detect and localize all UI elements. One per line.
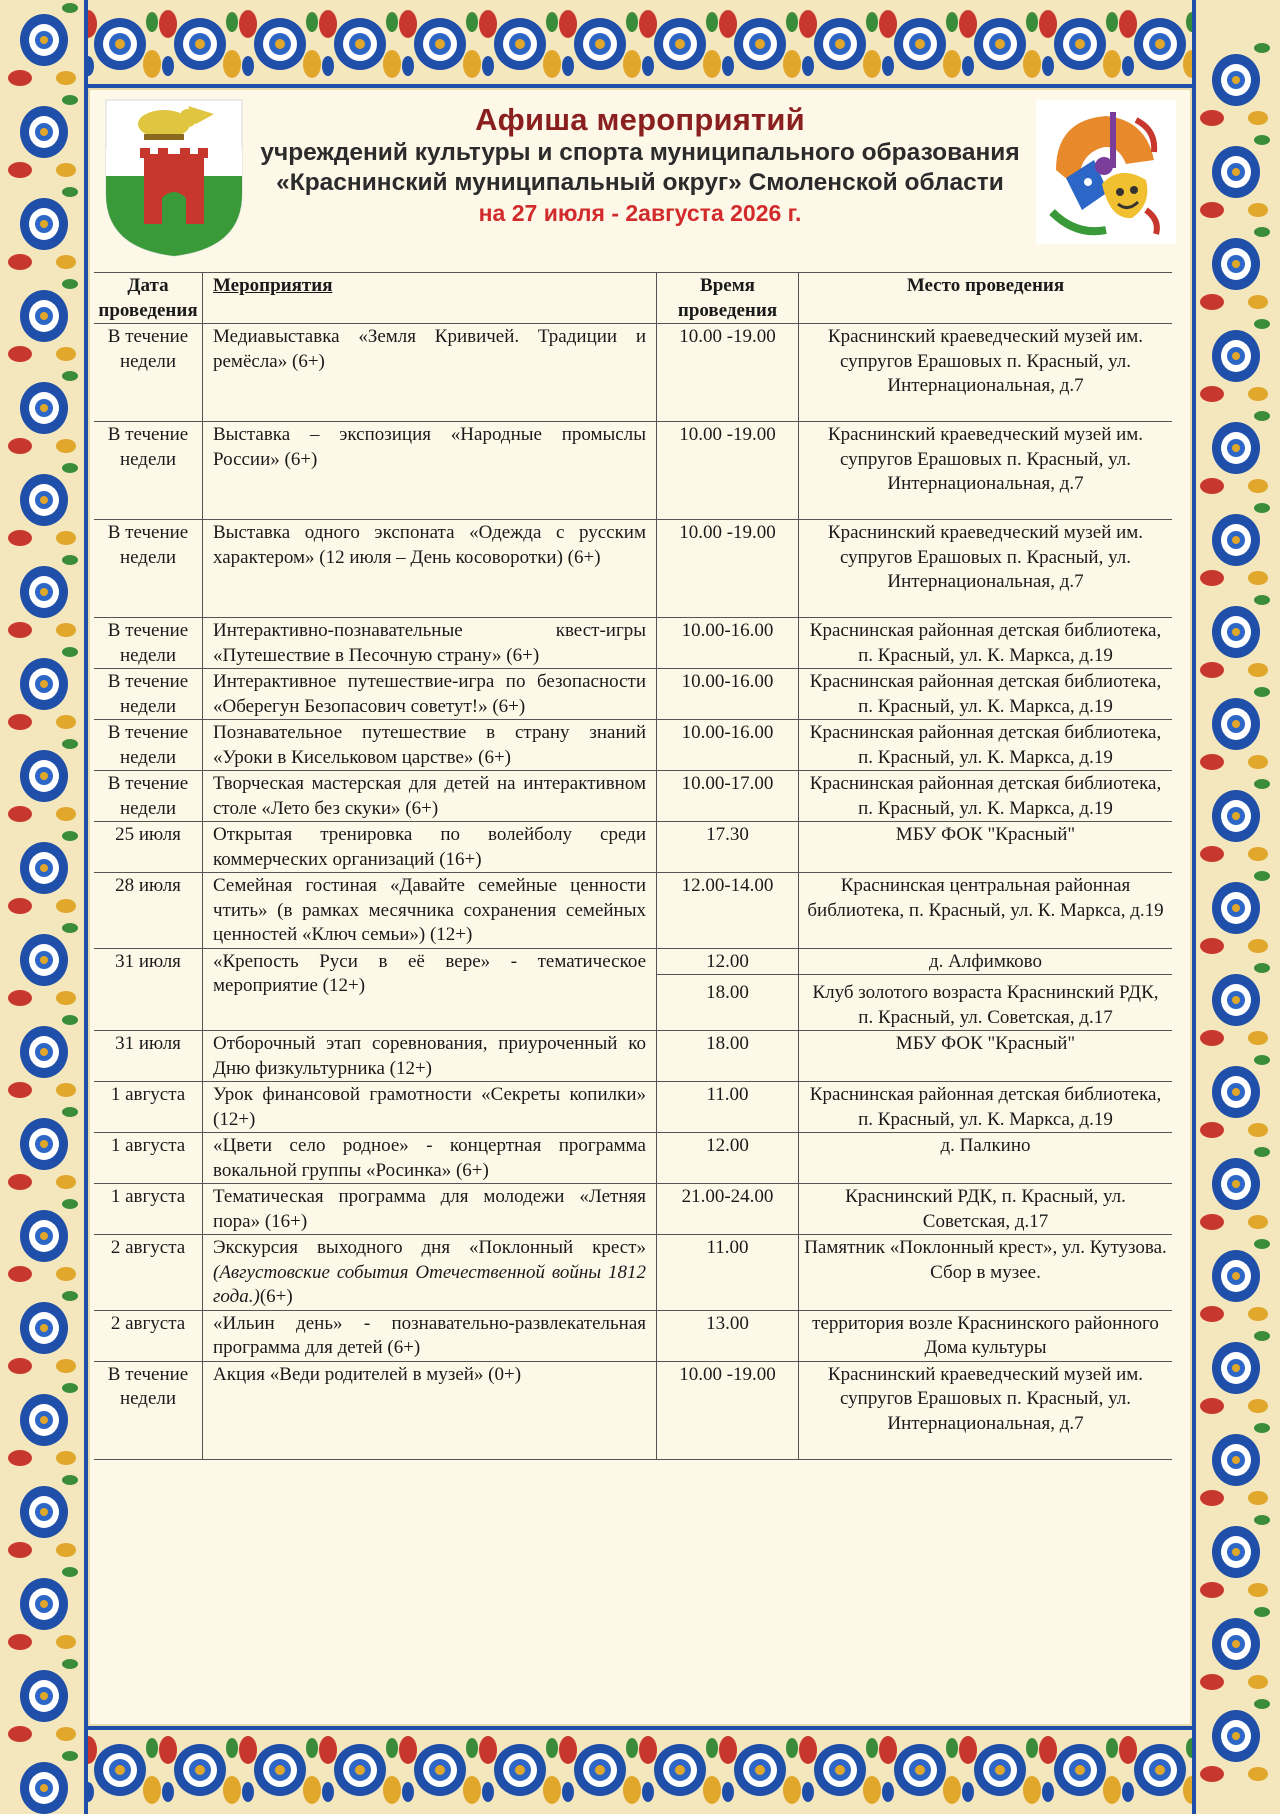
table-row	[94, 720, 1172, 771]
event-time: 21.00-24.00	[657, 1184, 799, 1235]
event-time: 12.00-14.00	[657, 873, 799, 949]
event-time: 12.00	[657, 948, 799, 975]
event-place: территория возле Краснинского районного Дома культуры	[799, 1310, 1173, 1361]
event-title: «Крепость Руси в её вере» - тематическое мероприятие (12+)	[203, 948, 657, 1031]
table-row	[94, 1361, 1172, 1459]
table-row	[94, 1184, 1172, 1235]
event-place: Краснинский краеведческий музей им. супругов Ерашовых п. Красный, ул. Интернациональная, д.7	[799, 422, 1173, 520]
event-title: «Ильин день» - познавательно-развлекательная программа для детей (6+)	[203, 1310, 657, 1361]
poster-subtitle-line1: учреждений культуры и спорта муниципального образования	[260, 139, 1020, 166]
event-title: Медиавыставка «Земля Кривичей. Традиции и ремёсла» (6+)	[203, 324, 657, 422]
ornament-border-bottom	[0, 1726, 1280, 1814]
table-row	[94, 1082, 1172, 1133]
event-time: 10.00 -19.00	[657, 1361, 799, 1459]
table-row	[94, 1133, 1172, 1184]
event-date: В течение недели	[94, 771, 203, 822]
event-place-second: Клуб золотого возраста Краснинский РДК, п. Красный, ул. Советская, д.17	[799, 975, 1173, 1031]
event-time: 10.00 -19.00	[657, 520, 799, 618]
events-table	[94, 272, 1172, 1460]
event-date: 1 августа	[94, 1082, 203, 1133]
event-date: В течение недели	[94, 324, 203, 422]
event-title: «Цвети село родное» - концертная программа вокальной группы «Росинка» (6+)	[203, 1133, 657, 1184]
table-row	[94, 948, 1172, 975]
event-place: Краснинский краеведческий музей им. супругов Ерашовых п. Красный, ул. Интернациональная, д.7	[799, 520, 1173, 618]
event-time: 10.00-17.00	[657, 771, 799, 822]
event-title-note: (Августовские события Отечественной войны 1812 года.)	[213, 1261, 646, 1307]
event-title: Интерактивное путешествие-игра по безопасности «Оберегун Безопасович советут!» (6+)	[203, 669, 657, 720]
event-time: 11.00	[657, 1235, 799, 1311]
culture-logo-icon	[1036, 100, 1176, 244]
event-title-main: Экскурсия выходного дня «Поклонный крест»	[213, 1237, 646, 1258]
event-date: 28 июля	[94, 873, 203, 949]
event-title: Акция «Веди родителей в музей» (0+)	[203, 1361, 657, 1459]
event-date: В течение недели	[94, 422, 203, 520]
table-row	[94, 873, 1172, 949]
ornament-border-top	[0, 0, 1280, 88]
event-title: Выставка одного экспоната «Одежда с русским характером» (12 июля – День косоворотки) (6+)	[203, 520, 657, 618]
event-date: В течение недели	[94, 618, 203, 669]
event-date: 25 июля	[94, 822, 203, 873]
column-header-time: Время проведения	[657, 273, 799, 324]
column-header-place: Место проведения	[799, 273, 1173, 324]
event-title: Интерактивно-познавательные квест-игры «Путешествие в Песочную страну» (6+)	[203, 618, 657, 669]
event-place: Краснинская центральная районная библиотека, п. Красный, ул. К. Маркса, д.19	[799, 873, 1173, 949]
event-title: Урок финансовой грамотности «Секреты копилки» (12+)	[203, 1082, 657, 1133]
table-row	[94, 520, 1172, 618]
event-place: Краснинская районная детская библиотека, п. Красный, ул. К. Маркса, д.19	[799, 771, 1173, 822]
coat-of-arms-icon	[104, 98, 244, 258]
event-date: В течение недели	[94, 1361, 203, 1459]
event-title: Семейная гостиная «Давайте семейные ценности чтить» (в рамках месячника сохранения семейных ценностей «Ключ семьи») (12+)	[203, 873, 657, 949]
event-place: Краснинская районная детская библиотека, п. Красный, ул. К. Маркса, д.19	[799, 1082, 1173, 1133]
table-row	[94, 422, 1172, 520]
event-place: МБУ ФОК "Красный"	[799, 1031, 1173, 1082]
event-date: 31 июля	[94, 948, 203, 1031]
event-date: В течение недели	[94, 520, 203, 618]
table-row	[94, 618, 1172, 669]
table-row	[94, 1031, 1172, 1082]
event-title: Творческая мастерская для детей на интерактивном столе «Лето без скуки» (6+)	[203, 771, 657, 822]
event-time: 10.00-16.00	[657, 618, 799, 669]
event-date: В течение недели	[94, 669, 203, 720]
event-date: 1 августа	[94, 1184, 203, 1235]
column-header-event: Мероприятия	[203, 273, 657, 324]
event-place: Краснинская районная детская библиотека, п. Красный, ул. К. Маркса, д.19	[799, 720, 1173, 771]
table-row	[94, 1310, 1172, 1361]
event-title: Познавательное путешествие в страну знаний «Уроки в Кисельковом царстве» (6+)	[203, 720, 657, 771]
event-place: д. Алфимково	[799, 948, 1173, 975]
ornament-border-right	[1192, 0, 1280, 1814]
table-row	[94, 1235, 1172, 1311]
event-place: Памятник «Поклонный крест», ул. Кутузова. Сбор в музее.	[799, 1235, 1173, 1311]
table-row	[94, 669, 1172, 720]
event-time: 10.00 -19.00	[657, 422, 799, 520]
event-title: Открытая тренировка по волейболу среди коммерческих организаций (16+)	[203, 822, 657, 873]
table-row	[94, 822, 1172, 873]
event-place: Краснинский краеведческий музей им. супругов Ерашовых п. Красный, ул. Интернациональная, д.7	[799, 1361, 1173, 1459]
event-date: 2 августа	[94, 1310, 203, 1361]
table-row	[94, 771, 1172, 822]
event-time: 12.00	[657, 1133, 799, 1184]
event-time: 10.00-16.00	[657, 720, 799, 771]
column-header-date: Дата проведения	[94, 273, 203, 324]
event-title	[203, 1235, 657, 1311]
event-time: 11.00	[657, 1082, 799, 1133]
event-time: 18.00	[657, 1031, 799, 1082]
event-time: 17.30	[657, 822, 799, 873]
table-row	[94, 324, 1172, 422]
event-time: 13.00	[657, 1310, 799, 1361]
event-date: 1 августа	[94, 1133, 203, 1184]
event-place: МБУ ФОК "Красный"	[799, 822, 1173, 873]
event-time-second: 18.00	[657, 975, 799, 1031]
event-title: Тематическая программа для молодежи «Летняя пора» (16+)	[203, 1184, 657, 1235]
event-title-age: (6+)	[259, 1286, 293, 1307]
event-place: д. Палкино	[799, 1133, 1173, 1184]
event-place: Краснинская районная детская библиотека, п. Красный, ул. К. Маркса, д.19	[799, 618, 1173, 669]
event-place: Краснинский краеведческий музей им. супругов Ерашовых п. Красный, ул. Интернациональная, д.7	[799, 324, 1173, 422]
event-title: Выставка – экспозиция «Народные промыслы России» (6+)	[203, 422, 657, 520]
event-date: 2 августа	[94, 1235, 203, 1311]
event-date: В течение недели	[94, 720, 203, 771]
ornament-border-left	[0, 0, 88, 1814]
event-place: Краснинская районная детская библиотека, п. Красный, ул. К. Маркса, д.19	[799, 669, 1173, 720]
event-place: Краснинский РДК, п. Красный, ул. Советская, д.17	[799, 1184, 1173, 1235]
poster-header	[256, 102, 1024, 228]
event-time: 10.00-16.00	[657, 669, 799, 720]
table-header-row	[94, 273, 1172, 324]
poster-title: Афиша мероприятий	[475, 102, 805, 137]
event-date: 31 июля	[94, 1031, 203, 1082]
event-title: Отборочный этап соревнования, приуроченный ко Дню физкультурника (12+)	[203, 1031, 657, 1082]
poster-dates: на 27 июля - 2августа 2026 г.	[478, 200, 802, 226]
poster-subtitle-line2: «Краснинский муниципальный округ» Смоленской области	[276, 169, 1004, 196]
event-time: 10.00 -19.00	[657, 324, 799, 422]
